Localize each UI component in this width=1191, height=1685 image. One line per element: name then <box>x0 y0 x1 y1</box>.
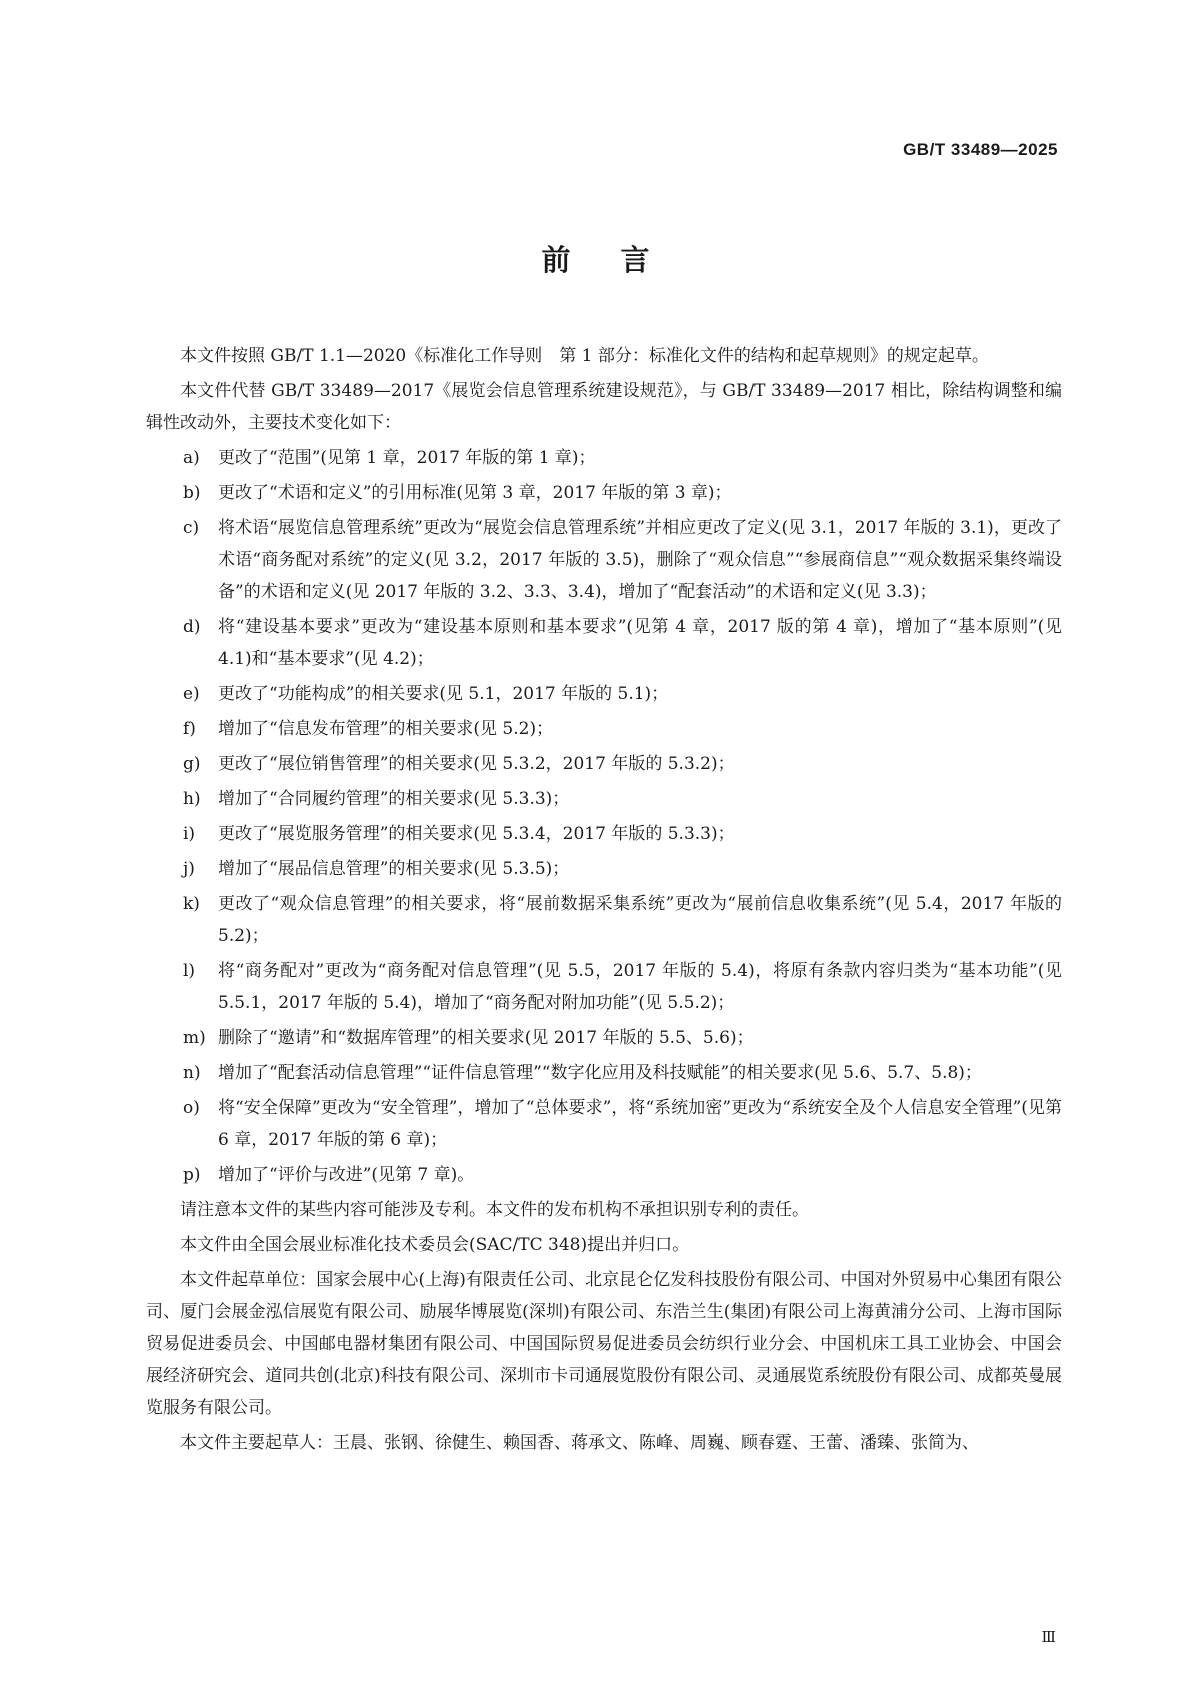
foreword-body <box>146 340 1062 1462</box>
paragraph: 请注意本文件的某些内容可能涉及专利。本文件的发布机构不承担识别专利的责任。 <box>180 1200 809 1220</box>
list-item <box>146 477 1062 509</box>
list-item-label: j) <box>183 859 195 879</box>
list-item-text: 更改了“观众信息管理”的相关要求，将“展前数据采集系统”更改为“展前信息收集系统”(见 5.4，2017 年版的 5.2)； <box>218 894 1062 946</box>
list-item <box>146 512 1062 608</box>
list-item-label: d) <box>183 617 201 637</box>
paragraph: 本文件由全国会展业标准化技术委员会(SAC/TC 348)提出并归口。 <box>180 1235 690 1255</box>
list-item-text: 增加了“合同履约管理”的相关要求(见 5.3.3)； <box>218 789 570 809</box>
list-item-label: h) <box>183 789 201 809</box>
list-item-label: a) <box>183 448 200 468</box>
list-item <box>146 1022 1062 1054</box>
list-item-label: e) <box>183 684 200 704</box>
list-item-text: 更改了“展览服务管理”的相关要求(见 5.3.4，2017 年版的 5.3.3)； <box>218 824 735 844</box>
list-item <box>146 748 1062 780</box>
list-item-label: b) <box>183 483 201 503</box>
page-title: 前言 <box>541 243 700 277</box>
list-item <box>146 1092 1062 1156</box>
list-item-label: m) <box>183 1028 206 1048</box>
list-item-text: 更改了“展位销售管理”的相关要求(见 5.3.2，2017 年版的 5.3.2)； <box>218 754 735 774</box>
paragraph: 本文件代替 GB/T 33489—2017《展览会信息管理系统建设规范》，与 GB/T 33489—2017 相比，除结构调整和编辑性改动外，主要技术变化如下： <box>146 381 1062 433</box>
list-item <box>146 1057 1062 1089</box>
list-item <box>146 611 1062 675</box>
list-item-text: 增加了“评价与改进”(见第 7 章)。 <box>218 1165 475 1185</box>
list-item-label: p) <box>183 1165 201 1185</box>
list-item-text: 增加了“信息发布管理”的相关要求(见 5.2)； <box>218 719 554 739</box>
list-item-label: c) <box>183 518 200 538</box>
list-item-text: 将“商务配对”更改为“商务配对信息管理”(见 5.5，2017 年版的 5.4)，将原有条款内容归类为“基本功能”(见 5.5.1，2017 年版的 5.4)，增加了“商务配对附加功能”(见 5.5.2)； <box>218 961 1062 1013</box>
list-item <box>146 713 1062 745</box>
list-item <box>146 1159 1062 1191</box>
paragraph: 本文件主要起草人：王晨、张钢、徐健生、赖国香、蒋承文、陈峰、周巍、顾春霆、王蕾、潘臻、张简为、 <box>180 1433 979 1453</box>
list-item-text: 更改了“术语和定义”的引用标准(见第 3 章，2017 年版的第 3 章)； <box>218 483 732 503</box>
list-item <box>146 442 1062 474</box>
list-item <box>146 955 1062 1019</box>
page-number: Ⅲ <box>1041 1628 1056 1646</box>
list-item-text: 更改了“范围”(见第 1 章，2017 年版的第 1 章)； <box>218 448 596 468</box>
list-item-label: i) <box>183 824 196 844</box>
list-item <box>146 818 1062 850</box>
list-item-text: 删除了“邀请”和“数据库管理”的相关要求(见 2017 年版的 5.5、5.6)； <box>218 1028 754 1048</box>
list-item-label: g) <box>183 754 201 774</box>
list-item-label: o) <box>183 1098 200 1118</box>
list-item <box>146 678 1062 710</box>
list-item-text: 将“安全保障”更改为“安全管理”，增加了“总体要求”，将“系统加密”更改为“系统安全及个人信息安全管理”(见第 6 章，2017 年版的第 6 章)； <box>218 1098 1062 1150</box>
list-item <box>146 853 1062 885</box>
paragraph: 本文件起草单位：国家会展中心(上海)有限责任公司、北京昆仑亿发科技股份有限公司、中国对外贸易中心集团有限公司、厦门会展金泓信展览有限公司、励展华博展览(深圳)有限公司、东浩兰生(集团)有限公司上海黄浦分公司、上海市国际贸易促进委员会、中国邮电器材集团有限公司、中国国际贸易促进委员会纺织行业分会、中国机床工具工业协会、中国会展经济研究会、道同共创(北京)科技有限公司、深圳市卡司通展览股份有限公司、灵通展览系统股份有限公司、成都英曼展览服务有限公司。 <box>146 1270 1062 1418</box>
list-item-label: f) <box>183 719 196 739</box>
list-item-label: k) <box>183 894 200 914</box>
standard-code: GB/T 33489—2025 <box>903 140 1058 159</box>
list-item-text: 增加了“展品信息管理”的相关要求(见 5.3.5)； <box>218 859 570 879</box>
list-item-label: n) <box>183 1063 201 1083</box>
list-item-text: 将“建设基本要求”更改为“建设基本原则和基本要求”(见第 4 章，2017 版的第 4 章)，增加了“基本原则”(见 4.1)和“基本要求”(见 4.2)； <box>218 617 1062 669</box>
list-item <box>146 888 1062 952</box>
list-item-text: 更改了“功能构成”的相关要求(见 5.1，2017 年版的 5.1)； <box>218 684 669 704</box>
list-item-label: l) <box>183 961 196 981</box>
list-item <box>146 783 1062 815</box>
list-item-text: 将术语“展览信息管理系统”更改为“展览会信息管理系统”并相应更改了定义(见 3.1，2017 年版的 3.1)，更改了术语“商务配对系统”的定义(见 3.2，2017 年版的 3.5)，删除了“观众信息”“参展商信息”“观众数据采集终端设备”的术语和定义(见 2017 年版的 3.2、3.3、3.4)，增加了“配套活动”的术语和定义(见 3.3)； <box>218 518 1062 602</box>
list-item-text: 增加了“配套活动信息管理”“证件信息管理”“数字化应用及科技赋能”的相关要求(见 5.6、5.7、5.8)； <box>218 1063 982 1083</box>
paragraph: 本文件按照 GB/T 1.1—2020《标准化工作导则 第 1 部分：标准化文件的结构和起草规则》的规定起草。 <box>180 346 989 366</box>
